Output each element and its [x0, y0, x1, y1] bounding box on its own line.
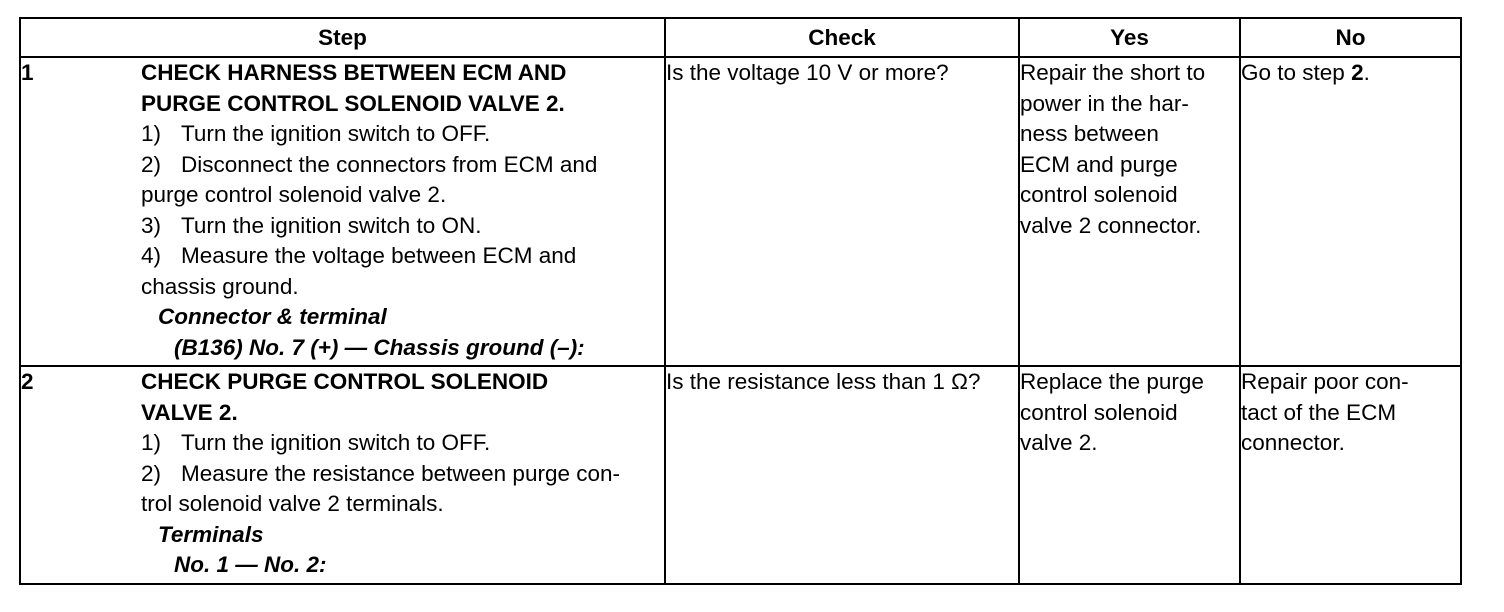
check-cell	[665, 366, 1019, 584]
no-cell	[1240, 366, 1461, 584]
yes-line: control solenoid	[1020, 182, 1178, 207]
step-title-line: CHECK HARNESS BETWEEN ECM AND	[141, 60, 567, 85]
instruction-line: 4) Measure the voltage between ECM and	[141, 243, 577, 268]
step-title	[141, 58, 664, 119]
step-number: 2	[21, 369, 34, 394]
no-action: Go to step 2.	[1241, 60, 1370, 85]
instruction-continuation: purge control solenoid valve 2.	[141, 182, 447, 207]
yes-line: valve 2 connector.	[1020, 212, 1202, 238]
instruction-continuation: trol solenoid valve 2 terminals.	[141, 491, 444, 516]
step-reference: 2	[1351, 60, 1364, 85]
step-cell	[20, 57, 665, 366]
step-cell	[20, 366, 665, 584]
step-title-line: VALVE 2.	[141, 399, 238, 425]
instruction-line: 2) Disconnect the connectors from ECM and	[141, 151, 598, 177]
yes-line: Replace the purge	[1020, 369, 1204, 394]
diagnostic-table	[19, 17, 1462, 585]
reference-label: Terminals	[158, 521, 264, 547]
yes-line: Repair the short to	[1020, 60, 1206, 85]
yes-line: power in the har-	[1020, 90, 1189, 116]
instruction-continuation: chassis ground.	[141, 273, 299, 299]
header-yes: Yes	[1019, 18, 1240, 57]
yes-cell	[1019, 366, 1240, 584]
no-line: connector.	[1241, 430, 1345, 455]
instruction-line: 1) Turn the ignition switch to OFF.	[141, 430, 491, 455]
reference-value: (B136) No. 7 (+) — Chassis ground (–):	[174, 334, 585, 360]
step-title-line: PURGE CONTROL SOLENOID VALVE 2.	[141, 90, 565, 116]
table-row	[20, 366, 1461, 584]
step-body	[141, 367, 664, 581]
table-row	[20, 57, 1461, 366]
check-question: Is the voltage 10 V or more?	[666, 60, 949, 85]
no-cell	[1240, 57, 1461, 366]
yes-line: ness between	[1020, 121, 1159, 146]
check-cell	[665, 57, 1019, 366]
header-step: Step	[20, 18, 665, 57]
step-body	[141, 58, 664, 363]
yes-cell	[1019, 57, 1240, 366]
header-row	[20, 18, 1461, 57]
yes-line: control solenoid	[1020, 399, 1178, 425]
step-title	[141, 367, 664, 428]
no-line: tact of the ECM	[1241, 399, 1397, 425]
instruction-line: 2) Measure the resistance between purge con-	[141, 460, 621, 486]
yes-line: valve 2.	[1020, 430, 1098, 455]
reference-label: Connector & terminal	[158, 304, 387, 329]
header-no: No	[1240, 18, 1461, 57]
yes-line: ECM and purge	[1020, 151, 1178, 177]
instruction-line: 1) Turn the ignition switch to OFF.	[141, 121, 491, 146]
step-number: 1	[21, 60, 34, 85]
reference-value: No. 1 — No. 2:	[174, 552, 327, 577]
step-title-line: CHECK PURGE CONTROL SOLENOID	[141, 369, 549, 394]
check-question: Is the resistance less than 1 Ω?	[666, 369, 981, 394]
no-line: Repair poor con-	[1241, 369, 1409, 394]
header-check: Check	[665, 18, 1019, 57]
instruction-line: 3) Turn the ignition switch to ON.	[141, 212, 482, 238]
